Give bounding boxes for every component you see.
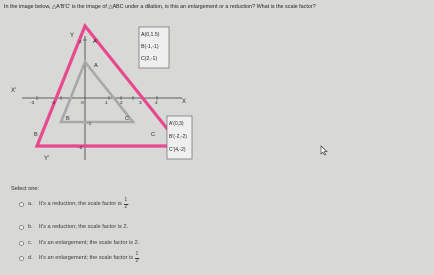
y-bottom-axis-label: Y': [44, 156, 50, 162]
y-tick-label: 2: [79, 40, 82, 45]
option-c[interactable]: [19, 236, 139, 250]
mouse-cursor-icon: [320, 145, 328, 156]
fraction-numerator: 1: [124, 197, 128, 204]
y-axis-label: Y: [70, 33, 75, 39]
x-tick-label: -2: [51, 101, 56, 106]
fraction: [124, 198, 128, 210]
y-tick-label: -1: [87, 122, 92, 127]
x-tick-label: -3: [30, 101, 35, 106]
x-tick-label: 0: [81, 101, 84, 106]
option-d[interactable]: d. It's an enlargement; the scale factor is $\frac{1}{2}$ .: [19, 251, 141, 265]
x-tick-label: 2: [120, 101, 123, 106]
select-one-label: Select one:: [11, 186, 39, 192]
vertex-label-a: A: [94, 63, 98, 69]
option-b[interactable]: [19, 220, 128, 234]
image-coord-b: B'(-2,-2): [169, 134, 187, 140]
radio-button[interactable]: [19, 202, 24, 207]
radio-button[interactable]: [19, 256, 24, 261]
option-letter: d.: [28, 255, 33, 261]
x-axis-label: X: [182, 99, 187, 105]
option-text: It's a reduction; the scale factor is: [39, 201, 122, 207]
option-text: It's a reduction; the scale factor is 2.: [39, 224, 129, 230]
y-tick-label: -2: [78, 146, 83, 151]
fraction: [135, 252, 139, 264]
original-coord-c: C(2,-1): [141, 56, 158, 62]
image-coord-a: A'(0,3): [169, 121, 184, 127]
vertex-label-a-prime: A': [93, 39, 98, 45]
vertex-label-b: B: [66, 116, 70, 122]
original-coord-a: A(0,1.5): [141, 32, 160, 38]
fraction-numerator: 1: [135, 251, 139, 258]
original-coord-b: B(-1,-1): [141, 44, 159, 50]
question-text: In the image below, △A'B'C' is the image of △ABC under a dilation, is this an enlargement or a reduction? What is the scale factor?: [4, 4, 316, 10]
x-tick-label: 3: [139, 101, 142, 106]
option-letter: c.: [28, 240, 33, 246]
image-coord-c: C'(4,-2): [169, 147, 186, 153]
option-text: It's an enlargement; the scale factor is 2.: [39, 240, 140, 246]
fraction-denominator: 2: [135, 257, 139, 264]
radio-button[interactable]: [19, 241, 24, 246]
vertex-label-b-prime: B: [34, 132, 38, 138]
radio-button[interactable]: [19, 225, 24, 230]
x-neg-axis-label: X': [11, 88, 17, 94]
option-letter: a.: [28, 201, 33, 207]
vertex-label-c-prime: C: [151, 132, 156, 138]
x-tick-label: 1: [105, 101, 108, 106]
fraction-denominator: 2: [124, 203, 128, 210]
x-tick-label: 4: [155, 101, 158, 106]
option-a[interactable]: a. It's a reduction; the scale factor is $\frac{1}{2}$ .: [19, 197, 129, 211]
option-letter: b.: [28, 224, 33, 230]
option-text: It's an enlargement; the scale factor is: [39, 255, 134, 261]
vertex-label-c: C: [125, 116, 130, 122]
